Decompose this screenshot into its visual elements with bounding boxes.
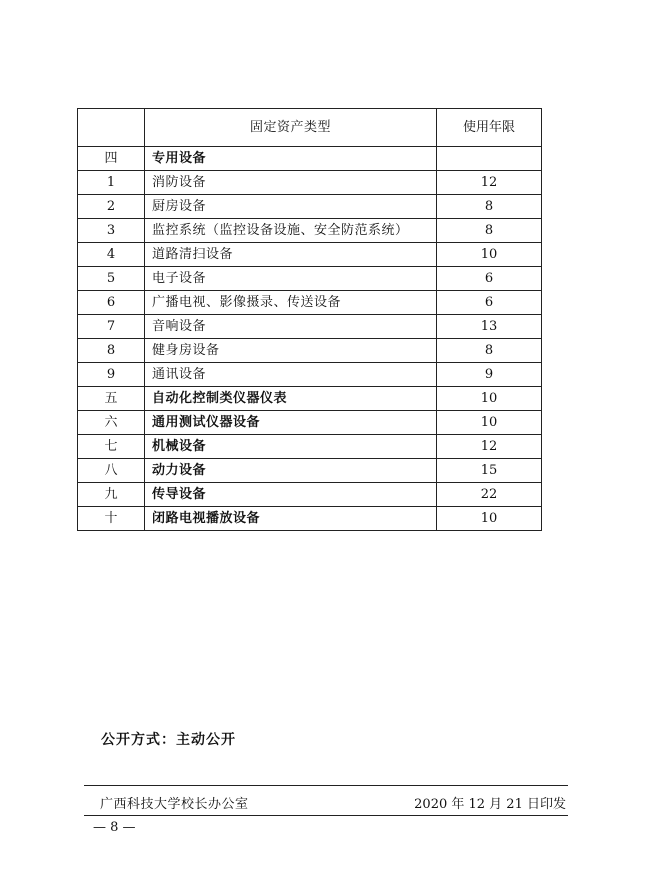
row-service-years: 10 [437,243,542,267]
row-asset-type: 动力设备 [145,459,437,483]
row-service-years: 8 [437,219,542,243]
table-row [78,147,542,171]
row-number: 四 [78,147,145,171]
row-number: 1 [78,171,145,195]
row-service-years: 13 [437,315,542,339]
row-service-years: 15 [437,459,542,483]
row-asset-type: 音响设备 [145,315,437,339]
table-row [78,483,542,507]
table-header-row [78,109,542,147]
fixed-asset-table [77,108,542,531]
row-number: 八 [78,459,145,483]
row-asset-type: 健身房设备 [145,339,437,363]
row-asset-type: 厨房设备 [145,195,437,219]
row-asset-type: 消防设备 [145,171,437,195]
row-number: 8 [78,339,145,363]
row-number: 七 [78,435,145,459]
row-asset-type: 专用设备 [145,147,437,171]
row-number: 五 [78,387,145,411]
row-asset-type: 监控系统（监控设备设施、安全防范系统） [145,219,437,243]
row-asset-type: 机械设备 [145,435,437,459]
table-row [78,267,542,291]
table-row [78,171,542,195]
table-row [78,195,542,219]
row-number: 3 [78,219,145,243]
row-number: 六 [78,411,145,435]
row-number: 2 [78,195,145,219]
row-number: 九 [78,483,145,507]
row-asset-type: 传导设备 [145,483,437,507]
publish-method: 公开方式：主动公开 [101,732,236,748]
header-service-years: 使用年限 [437,109,542,147]
row-service-years: 6 [437,291,542,315]
row-number: 4 [78,243,145,267]
row-asset-type: 自动化控制类仪器仪表 [145,387,437,411]
footer-bottom-rule [84,815,568,816]
table-row [78,339,542,363]
table-body [78,147,542,531]
row-service-years: 22 [437,483,542,507]
row-number: 十 [78,507,145,531]
row-asset-type: 广播电视、影像摄录、传送设备 [145,291,437,315]
row-service-years: 6 [437,267,542,291]
page-number: — 8 — [93,820,136,835]
row-service-years [437,147,542,171]
header-num [78,109,145,147]
table-row [78,315,542,339]
table-row [78,507,542,531]
row-service-years: 8 [437,339,542,363]
row-service-years: 10 [437,411,542,435]
row-number: 9 [78,363,145,387]
row-service-years: 12 [437,435,542,459]
row-number: 7 [78,315,145,339]
row-asset-type: 电子设备 [145,267,437,291]
row-asset-type: 闭路电视播放设备 [145,507,437,531]
row-asset-type: 通讯设备 [145,363,437,387]
issuer-name: 广西科技大学校长办公室 [100,797,249,812]
row-asset-type: 道路清扫设备 [145,243,437,267]
row-service-years: 10 [437,387,542,411]
row-service-years: 10 [437,507,542,531]
table-row [78,219,542,243]
row-asset-type: 通用测试仪器设备 [145,411,437,435]
row-service-years: 12 [437,171,542,195]
table-row [78,435,542,459]
print-date: 2020 年 12 月 21 日印发 [414,797,566,812]
table-row [78,363,542,387]
row-number: 6 [78,291,145,315]
row-service-years: 9 [437,363,542,387]
table-row [78,459,542,483]
header-asset-type: 固定资产类型 [145,109,437,147]
row-number: 5 [78,267,145,291]
footer-top-rule [84,785,568,786]
table-row [78,243,542,267]
table-row [78,291,542,315]
table-row [78,387,542,411]
row-service-years: 8 [437,195,542,219]
table-row [78,411,542,435]
